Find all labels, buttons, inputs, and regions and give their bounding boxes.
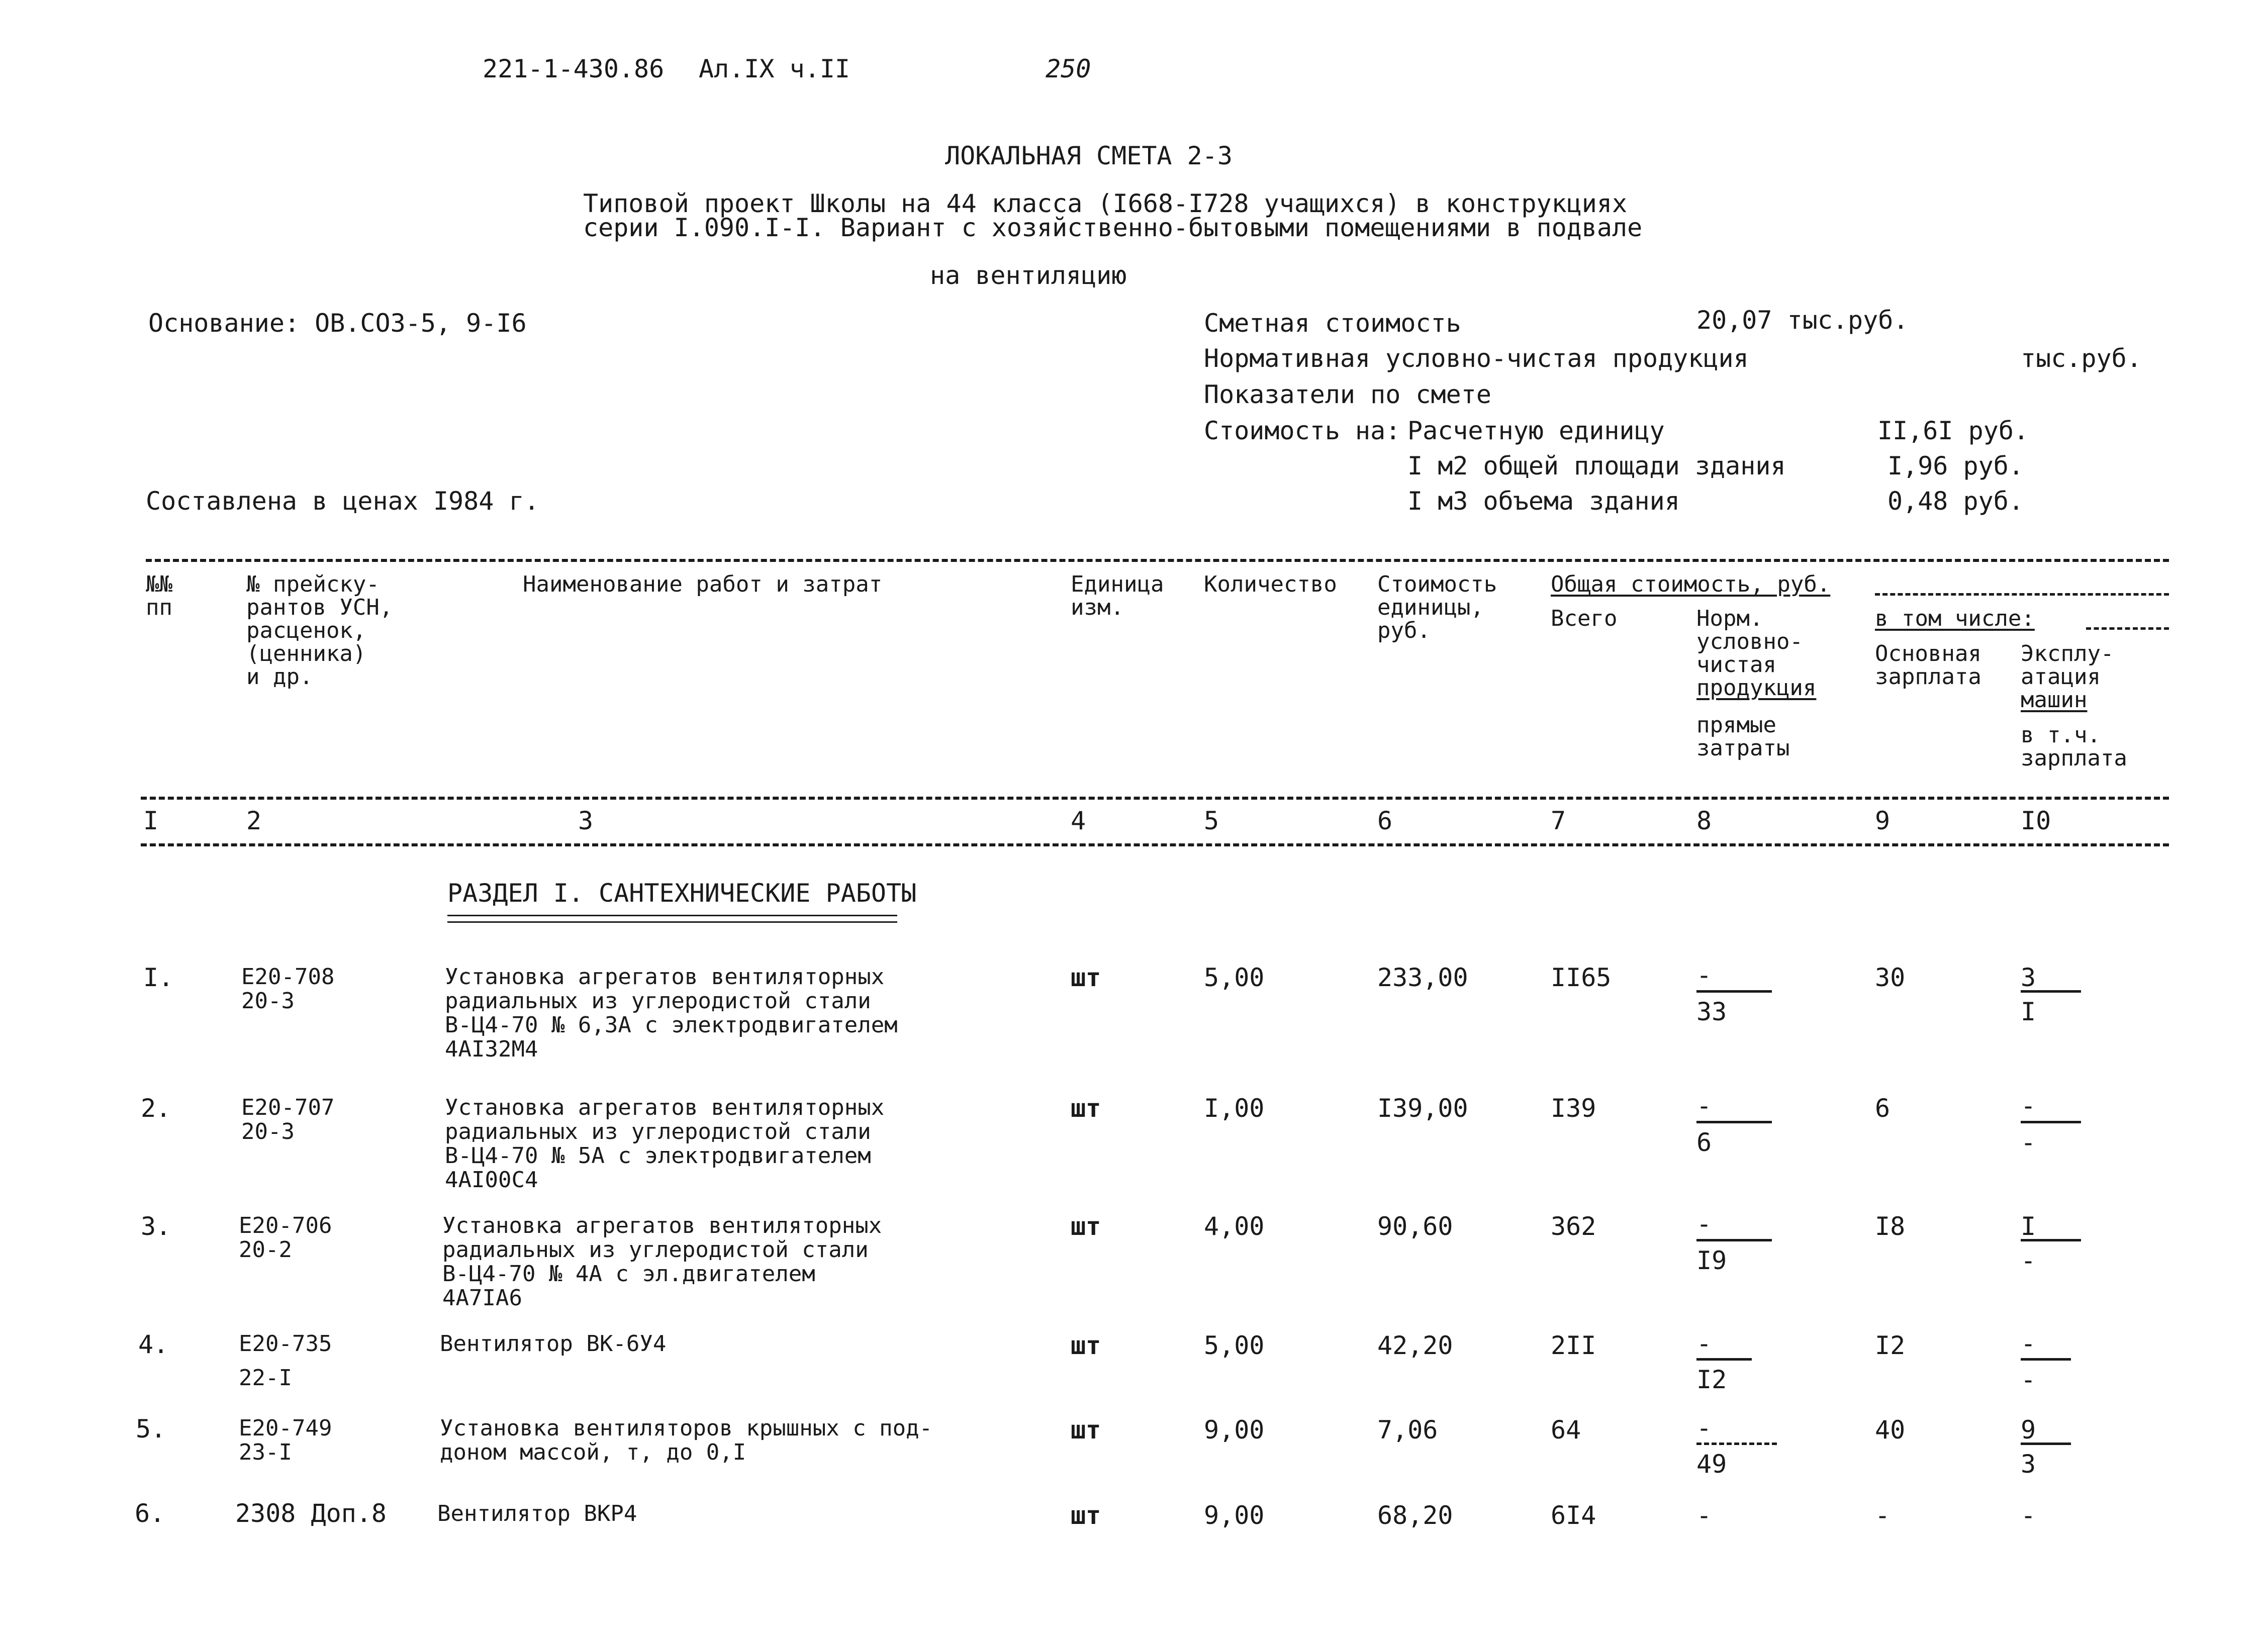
section-title: РАЗДЕЛ I. САНТЕХНИЧЕСКИЕ РАБОТЫ <box>447 879 917 908</box>
col-number: 6 <box>1377 806 1393 835</box>
fraction-line <box>2021 1121 2081 1123</box>
header-top-rule <box>146 559 2169 562</box>
machine-operation: - <box>2021 1091 2036 1120</box>
price-code: Е20-708 20-3 <box>241 964 335 1014</box>
machine-salary: - <box>2021 1128 2036 1157</box>
total-cost: I39 <box>1551 1094 1596 1123</box>
work-name: Установка агрегатов вентиляторных радиальных из углеродистой стали В-Ц4-70 № 6,3А с электродвигателем 4АI32М4 <box>445 964 898 1062</box>
net-product: - <box>1696 1091 1712 1120</box>
row-number: 3. <box>141 1212 171 1241</box>
including-header: в том числе: <box>1875 606 2035 631</box>
header-bottom-rule <box>141 797 2169 800</box>
col2-header: № прейску- рантов УСН, расценок, (ценника) и др. <box>246 571 393 690</box>
net-product: - <box>1696 1413 1712 1443</box>
base-salary: - <box>1875 1501 1891 1530</box>
net-product: - <box>1696 1209 1712 1238</box>
base-salary: I2 <box>1875 1331 1906 1360</box>
fraction-line <box>1696 1443 1777 1445</box>
total-cost: II65 <box>1551 963 1612 992</box>
basis: Основание: ОВ.СО3-5, 9-I6 <box>148 309 527 338</box>
price-code: 2308 Доп.8 <box>235 1499 387 1528</box>
estimated-cost-label: Сметная стоимость <box>1204 309 1461 338</box>
doc-album: Ал.IX ч.II <box>699 54 850 83</box>
machine-operation: - <box>2021 1329 2036 1358</box>
numbers-bottom-rule <box>141 843 2169 846</box>
price-code: Е20-749 23-I <box>239 1415 332 1465</box>
price-code-line-1: Е20-735 <box>239 1331 332 1357</box>
price-code-line-2: 22-I <box>239 1365 292 1391</box>
col-number: 8 <box>1696 806 1712 835</box>
col-number: 9 <box>1875 806 1891 835</box>
fraction-line <box>1696 990 1772 993</box>
doc-code: 221-1-430.86 <box>483 54 665 83</box>
quantity: 9,00 <box>1204 1415 1265 1445</box>
volume-value: 0,48 руб. <box>1887 487 2024 516</box>
machine-salary: - <box>2021 1365 2036 1394</box>
base-salary: 30 <box>1875 963 1906 992</box>
row-number: 2. <box>141 1094 171 1123</box>
col4-header: Единица изм. <box>1071 571 1164 620</box>
machine-salary: I <box>2021 997 2036 1026</box>
normative-label: Нормативная условно-чистая продукция <box>1204 344 1749 373</box>
unit: шт <box>1071 1094 1101 1123</box>
total-cost: 2II <box>1551 1331 1596 1360</box>
col10-header: Эксплу- атация машин <box>2021 641 2114 713</box>
unit: шт <box>1071 963 1101 992</box>
including-dash <box>2086 627 2169 630</box>
work-name: Вентилятор ВКР4 <box>437 1501 637 1526</box>
col9-header: Основная зарплата <box>1875 641 1981 690</box>
unit-price: 233,00 <box>1377 963 1468 992</box>
total-cost: 6I4 <box>1551 1501 1596 1530</box>
subject: на вентиляцию <box>930 261 1127 290</box>
price-code: Е20-707 20-3 <box>241 1095 335 1144</box>
row-number: 4. <box>138 1330 169 1359</box>
subtitle-line-2: серии I.090.I-I. Вариант с хозяйственно-бытовыми помещениями в подвале <box>583 213 1643 242</box>
direct-costs: 6 <box>1696 1128 1712 1157</box>
row-number: 5. <box>136 1414 166 1444</box>
col-number: 5 <box>1204 806 1219 835</box>
col-number: 7 <box>1551 806 1566 835</box>
unit: шт <box>1071 1415 1101 1445</box>
total-group-dash <box>1875 593 2169 596</box>
machine-operation: 3 <box>2021 963 2036 992</box>
base-salary: 6 <box>1875 1094 1891 1123</box>
direct-costs: 49 <box>1696 1450 1727 1479</box>
section-title-underline <box>447 915 897 923</box>
col5-header: Количество <box>1204 571 1337 597</box>
row-number: I. <box>143 963 174 992</box>
work-name: Установка агрегатов вентиляторных радиальных из углеродистой стали В-Ц4-70 № 5А с электродвигателем 4АI00С4 <box>445 1095 885 1193</box>
direct-costs: I9 <box>1696 1246 1727 1275</box>
total-cost: 64 <box>1551 1415 1581 1445</box>
row-number: 6. <box>135 1499 165 1528</box>
work-name: Вентилятор ВК-6У4 <box>440 1331 667 1357</box>
unit: шт <box>1071 1501 1101 1530</box>
work-name: Установка агрегатов вентиляторных радиальных из углеродистой стали В-Ц4-70 № 4А с эл.двигателем 4А7IА6 <box>442 1213 882 1311</box>
price-code: Е20-706 20-2 <box>239 1213 332 1263</box>
fraction-line <box>2021 1239 2081 1241</box>
col-number: 3 <box>578 806 594 835</box>
total-cost: 362 <box>1551 1212 1596 1241</box>
col6-header: Стоимость единицы, руб. <box>1377 571 1497 643</box>
unit: шт <box>1071 1331 1101 1360</box>
col3-header: Наименование работ и затрат <box>523 571 883 597</box>
machine-salary: 3 <box>2021 1450 2036 1479</box>
normative-unit: тыс.руб. <box>2021 344 2142 373</box>
col10b-header: в т.ч. зарплата <box>2021 722 2127 771</box>
quantity: I,00 <box>1204 1094 1265 1123</box>
unit-price: 90,60 <box>1377 1212 1453 1241</box>
net-product: - <box>1696 1329 1712 1358</box>
estimated-cost-value: 20,07 тыс.руб. <box>1696 306 1909 335</box>
unit-price: 68,20 <box>1377 1501 1453 1530</box>
fraction-line <box>1696 1121 1772 1123</box>
col-number: I <box>143 806 159 835</box>
machine-operation: 9 <box>2021 1415 2036 1445</box>
indicators-label: Показатели по смете <box>1204 380 1491 409</box>
quantity: 5,00 <box>1204 1331 1265 1360</box>
fraction-line <box>2021 990 2081 993</box>
unit: шт <box>1071 1212 1101 1241</box>
unit-price: I39,00 <box>1377 1094 1468 1123</box>
quantity: 9,00 <box>1204 1501 1265 1530</box>
col-number: I0 <box>2021 806 2051 835</box>
quantity: 5,00 <box>1204 963 1265 992</box>
area-value: I,96 руб. <box>1887 451 2024 481</box>
unit-label: Расчетную единицу <box>1407 416 1665 445</box>
page-number: 250 <box>1046 54 1091 83</box>
total-group-header: Общая стоимость, руб. <box>1551 571 1831 597</box>
col8b-header: прямые затраты <box>1696 712 1790 761</box>
direct-costs: 33 <box>1696 997 1727 1026</box>
direct-costs: I2 <box>1696 1365 1727 1394</box>
fraction-line <box>2021 1443 2071 1445</box>
subtitle-line-1: Типовой проект Школы на 44 класса (I668-I728 учащихся) в конструкциях <box>583 189 1628 218</box>
fraction-line <box>1696 1358 1752 1361</box>
machine-salary: - <box>2021 1246 2036 1275</box>
prices-year: Составлена в ценах I984 г. <box>146 487 539 516</box>
fraction-line <box>2021 1358 2071 1361</box>
area-label: I м2 общей площади здания <box>1407 451 1786 481</box>
machine-operation: I <box>2021 1212 2036 1241</box>
unit-price: 42,20 <box>1377 1331 1453 1360</box>
work-name: Установка вентиляторов крышных с под- доном массой, т, до 0,I <box>440 1415 933 1465</box>
cost-on-label: Стоимость на: <box>1204 416 1401 445</box>
col-number: 4 <box>1071 806 1086 835</box>
unit-price: 7,06 <box>1377 1415 1438 1445</box>
col-number: 2 <box>246 806 262 835</box>
col8-header: Норм. условно- чистая продукция <box>1696 606 1817 701</box>
base-salary: I8 <box>1875 1212 1906 1241</box>
quantity: 4,00 <box>1204 1212 1265 1241</box>
col7-header: Всего <box>1551 606 1618 631</box>
page-title: ЛОКАЛЬНАЯ СМЕТА 2-3 <box>945 141 1233 170</box>
machine-operation: - <box>2021 1501 2036 1530</box>
fraction-line <box>1696 1239 1772 1241</box>
col1-header: №№ пп <box>146 571 172 620</box>
net-product: - <box>1696 1501 1712 1530</box>
net-product: - <box>1696 960 1712 990</box>
base-salary: 40 <box>1875 1415 1906 1445</box>
volume-label: I м3 объема здания <box>1407 487 1680 516</box>
unit-value: II,6I руб. <box>1877 416 2029 445</box>
